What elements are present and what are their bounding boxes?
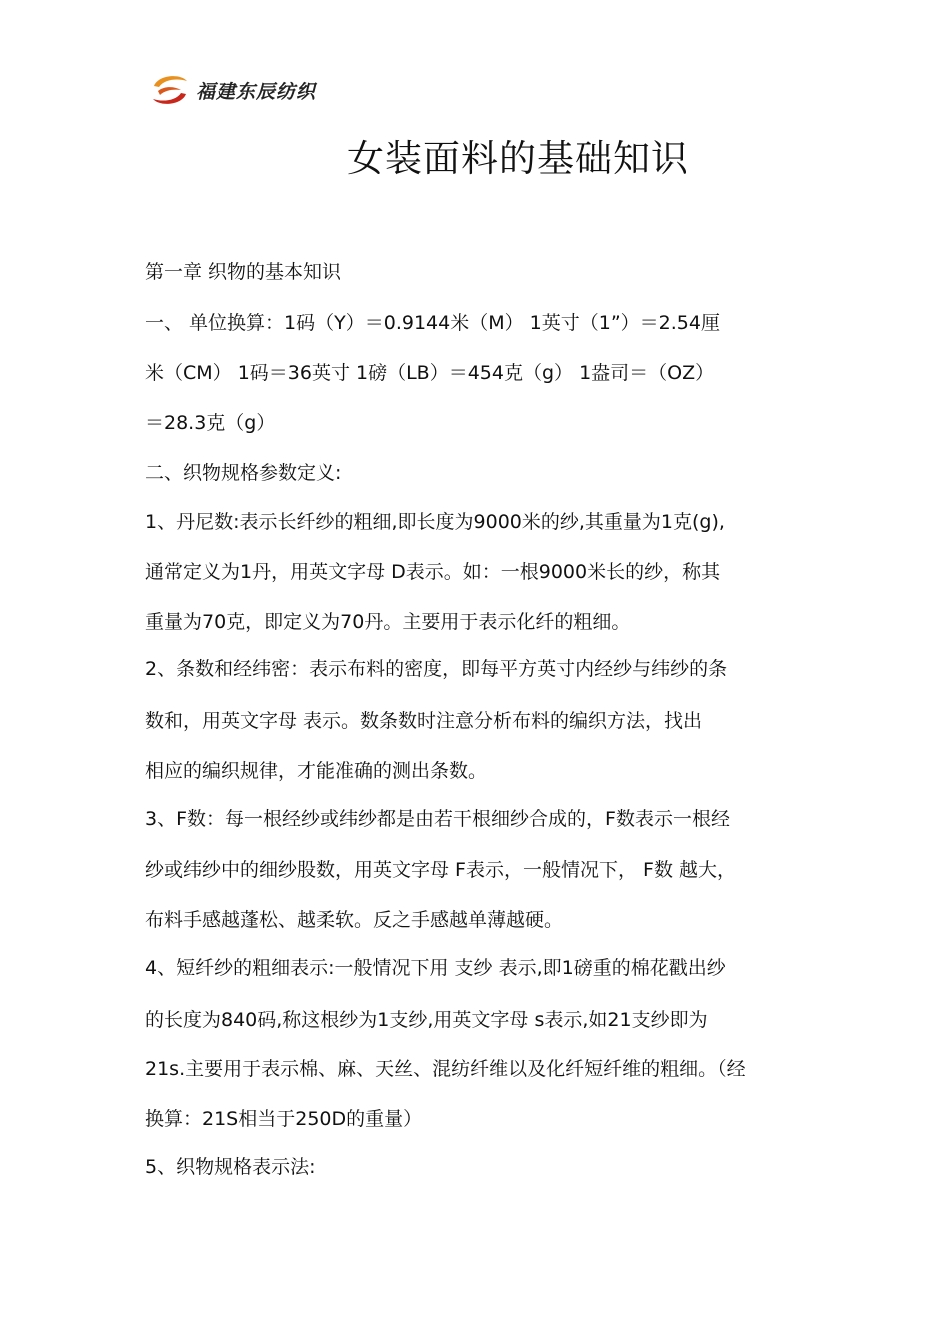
company-logo [150,70,316,110]
paragraph-line: 21s.主要用于表示棉、麻、天丝、混纺纤维以及化纤短纤维的粗细。（经 [145,1058,746,1080]
paragraph-line: 米（CM） 1码＝36英寸 1磅（LB）＝454克（g） 1盎司＝（OZ） [145,362,715,384]
swirl-logo-icon [150,72,190,108]
paragraph-line: 3、F数：每一根经纱或纬纱都是由若干根细纱合成的，F数表示一根经 [145,808,730,830]
section-heading: 二、织物规格参数定义: [145,462,342,484]
document-title: 女装面料的基础知识 [347,137,689,180]
paragraph-line: 1、丹尼数:表示长纤纱的粗细,即长度为9000米的纱,其重量为1克(g), [145,511,725,533]
paragraph-line: 通常定义为1丹，用英文字母 D表示。如：一根9000米长的纱，称其 [145,561,721,583]
paragraph-line: 纱或纬纱中的细纱股数，用英文字母 F表示，一般情况下， F数 越大， [145,859,736,881]
section-heading: 5、织物规格表示法: [145,1156,316,1178]
paragraph-line: ＝28.3克（g） [145,412,276,434]
chapter-heading: 第一章 织物的基本知识 [145,261,342,283]
paragraph-line: 2、条数和经纬密：表示布料的密度，即每平方英寸内经纱与纬纱的条 [145,658,728,680]
paragraph-line: 重量为70克，即定义为70丹。主要用于表示化纤的粗细。 [145,611,631,633]
paragraph-line: 的长度为840码,称这根纱为1支纱,用英文字母 s表示,如21支纱即为 [145,1009,708,1031]
paragraph-line: 数和，用英文字母 表示。数条数时注意分析布料的编织方法，找出 [145,710,703,732]
paragraph-line: 一、 单位换算：1码（Y）＝0.9144米（M） 1英寸（1”）＝2.54厘 [145,312,720,334]
paragraph-line: 相应的编织规律，才能准确的测出条数。 [145,760,488,782]
paragraph-line: 换算：21S相当于250D的重量） [145,1108,423,1130]
company-name: 福建东辰纺织 [196,80,317,103]
paragraph-line: 布料手感越蓬松、越柔软。反之手感越单薄越硬。 [145,909,564,931]
paragraph-line: 4、短纤纱的粗细表示:一般情况下用 支纱 表示,即1磅重的棉花戳出纱 [145,957,726,979]
